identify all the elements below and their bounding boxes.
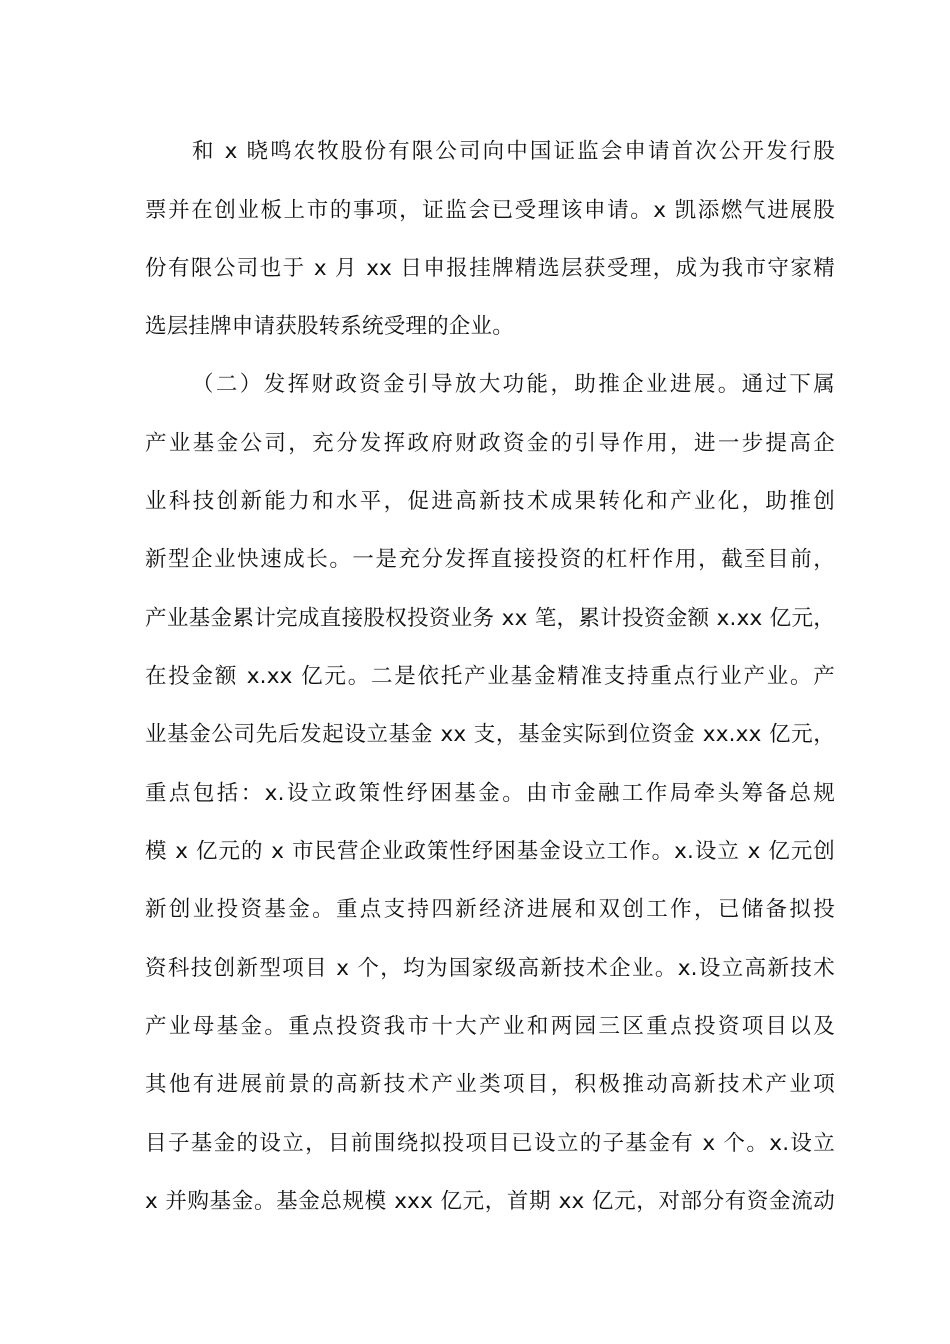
paragraph-2-line-7: 业基金公司先后发起设立基金 xx 支，基金实际到位资金 xx.xx 亿元， <box>145 722 835 747</box>
paragraph-1-line-4: 选层挂牌申请获股转系统受理的企业。 <box>145 314 514 339</box>
paragraph-2-line-10: 新创业投资基金。重点支持四新经济进展和双创工作，已储备拟投 <box>145 897 835 922</box>
paragraph-1-line-3: 份有限公司也于 x 月 xx 日申报挂牌精选层获受理，成为我市守家精 <box>145 256 835 281</box>
paragraph-2-line-6: 在投金额 x.xx 亿元。二是依托产业基金精准支持重点行业产业。产 <box>145 664 835 689</box>
paragraph-2-line-15: x 并购基金。基金总规模 xxx 亿元，首期 xx 亿元，对部分有资金流动 <box>145 1189 835 1214</box>
paragraph-2-line-2: 产业基金公司，充分发挥政府财政资金的引导作用，进一步提高企 <box>145 431 835 456</box>
paragraph-2-line-3: 业科技创新能力和水平，促进高新技术成果转化和产业化，助推创 <box>145 489 835 514</box>
paragraph-2-line-13: 其他有进展前景的高新技术产业类项目，积极推动高新技术产业项 <box>145 1072 835 1097</box>
paragraph-1-line-1: 和 x 晓鸣农牧股份有限公司向中国证监会申请首次公开发行股 <box>192 139 835 164</box>
paragraph-2-line-1: （二）发挥财政资金引导放大功能，助推企业进展。通过下属 <box>192 372 835 397</box>
paragraph-2-line-8: 重点包括：x.设立政策性纾困基金。由市金融工作局牵头筹备总规 <box>145 781 835 806</box>
paragraph-2-line-9: 模 x 亿元的 x 市民营企业政策性纾困基金设立工作。x.设立 x 亿元创 <box>145 839 835 864</box>
paragraph-1-line-2: 票并在创业板上市的事项，证监会已受理该申请。x 凯添燃气进展股 <box>145 198 835 223</box>
paragraph-2-line-11: 资科技创新型项目 x 个，均为国家级高新技术企业。x.设立高新技术 <box>145 956 835 981</box>
paragraph-2-line-12: 产业母基金。重点投资我市十大产业和两园三区重点投资项目以及 <box>145 1014 835 1039</box>
paragraph-2-line-4: 新型企业快速成长。一是充分发挥直接投资的杠杆作用，截至目前， <box>145 547 835 572</box>
paragraph-2-line-14: 目子基金的设立，目前围绕拟投项目已设立的子基金有 x 个。x.设立 <box>145 1131 835 1156</box>
paragraph-2-line-5: 产业基金累计完成直接股权投资业务 xx 笔，累计投资金额 x.xx 亿元， <box>145 606 835 631</box>
